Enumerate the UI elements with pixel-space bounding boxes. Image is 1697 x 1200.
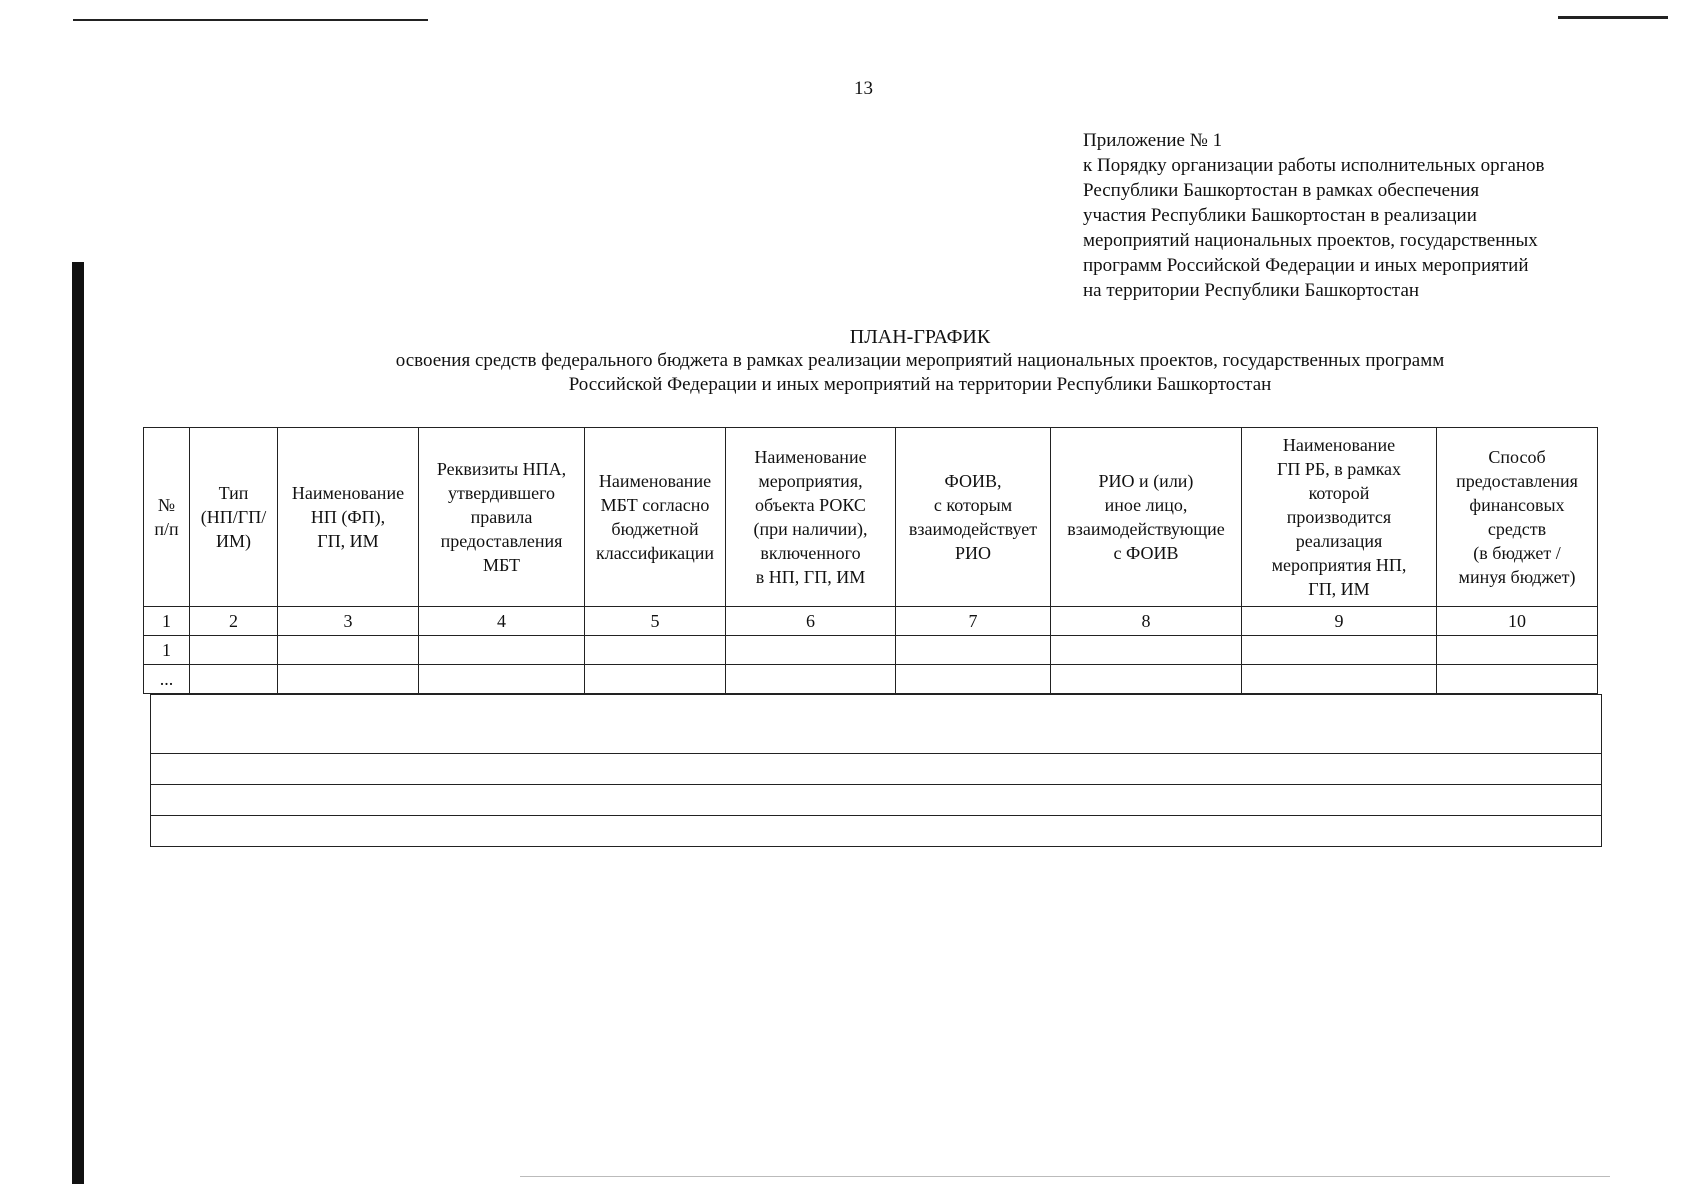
table-cell: ... xyxy=(144,665,190,694)
table-cell xyxy=(419,665,585,694)
blank-cell xyxy=(151,785,1602,816)
column-number: 8 xyxy=(1051,607,1242,636)
column-number-row xyxy=(144,607,1598,636)
table-row xyxy=(144,665,1598,694)
scan-edge-line xyxy=(520,1176,1610,1177)
column-number: 4 xyxy=(419,607,585,636)
table-cell xyxy=(585,636,726,665)
column-number: 2 xyxy=(190,607,278,636)
blank-row xyxy=(151,816,1602,847)
blank-row xyxy=(151,785,1602,816)
table-cell xyxy=(419,636,585,665)
table-cell xyxy=(1242,636,1437,665)
table-cell xyxy=(1437,665,1598,694)
column-header: ФОИВ, с которым взаимодействует РИО xyxy=(896,428,1051,607)
blank-cell xyxy=(151,816,1602,847)
appendix-line: к Порядку организации работы исполнительных органов xyxy=(1083,155,1545,176)
table-cell xyxy=(1051,636,1242,665)
appendix-line: программ Российской Федерации и иных мероприятий xyxy=(1083,255,1529,276)
column-header: Тип (НП/ГП/ ИМ) xyxy=(190,428,278,607)
blank-cell xyxy=(151,695,1602,754)
blank-rows-block xyxy=(150,694,1602,847)
document-title: ПЛАН-ГРАФИК xyxy=(849,326,991,348)
column-header: Наименование МБТ согласно бюджетной классификации xyxy=(585,428,726,607)
column-number: 1 xyxy=(144,607,190,636)
table-cell xyxy=(278,665,419,694)
document-subtitle: освоения средств федерального бюджета в рамках реализации мероприятий национальных проектов, государственных программ xyxy=(395,350,1445,371)
table-cell xyxy=(585,665,726,694)
column-header: Наименование ГП РБ, в рамках которой производится реализация мероприятия НП, ГП, ИМ xyxy=(1242,428,1437,607)
scan-edge-line xyxy=(1558,16,1668,19)
table-cell xyxy=(726,665,896,694)
column-number: 5 xyxy=(585,607,726,636)
column-number: 9 xyxy=(1242,607,1437,636)
scan-binding-shadow xyxy=(72,262,84,1184)
column-header: № п/п xyxy=(144,428,190,607)
blank-row xyxy=(151,695,1602,754)
table-cell xyxy=(278,636,419,665)
scan-edge-line xyxy=(73,19,428,21)
blank-row xyxy=(151,754,1602,785)
appendix-line: Приложение № 1 xyxy=(1083,130,1223,151)
column-header: Способ предоставления финансовых средств (в бюджет / минуя бюджет) xyxy=(1437,428,1598,607)
table-row xyxy=(144,636,1598,665)
blank-cell xyxy=(151,754,1602,785)
document-subtitle: Российской Федерации и иных мероприятий на территории Республики Башкортостан xyxy=(568,374,1272,395)
document-title-block xyxy=(140,325,1697,397)
table-header-row xyxy=(144,428,1598,607)
table-cell xyxy=(726,636,896,665)
plan-schedule-table xyxy=(143,427,1598,694)
table-cell xyxy=(896,636,1051,665)
column-header: РИО и (или) иное лицо, взаимодействующие с ФОИВ xyxy=(1051,428,1242,607)
table-cell: 1 xyxy=(144,636,190,665)
column-header: Реквизиты НПА, утвердившего правила предоставления МБТ xyxy=(419,428,585,607)
column-number: 7 xyxy=(896,607,1051,636)
column-number: 3 xyxy=(278,607,419,636)
table-cell xyxy=(1437,636,1598,665)
appendix-note xyxy=(1083,128,1643,303)
column-header: Наименование НП (ФП), ГП, ИМ xyxy=(278,428,419,607)
appendix-line: Республики Башкортостан в рамках обеспечения xyxy=(1083,180,1480,201)
appendix-line: участия Республики Башкортостан в реализации xyxy=(1083,205,1477,226)
table-cell xyxy=(1051,665,1242,694)
table-cell xyxy=(190,636,278,665)
column-number: 6 xyxy=(726,607,896,636)
appendix-line: на территории Республики Башкортостан xyxy=(1083,280,1420,301)
page-number: 13 xyxy=(854,78,873,99)
table-cell xyxy=(896,665,1051,694)
column-number: 10 xyxy=(1437,607,1598,636)
table-cell xyxy=(1242,665,1437,694)
appendix-line: мероприятий национальных проектов, государственных xyxy=(1083,230,1538,251)
column-header: Наименование мероприятия, объекта РОКС (при наличии), включенного в НП, ГП, ИМ xyxy=(726,428,896,607)
table-cell xyxy=(190,665,278,694)
